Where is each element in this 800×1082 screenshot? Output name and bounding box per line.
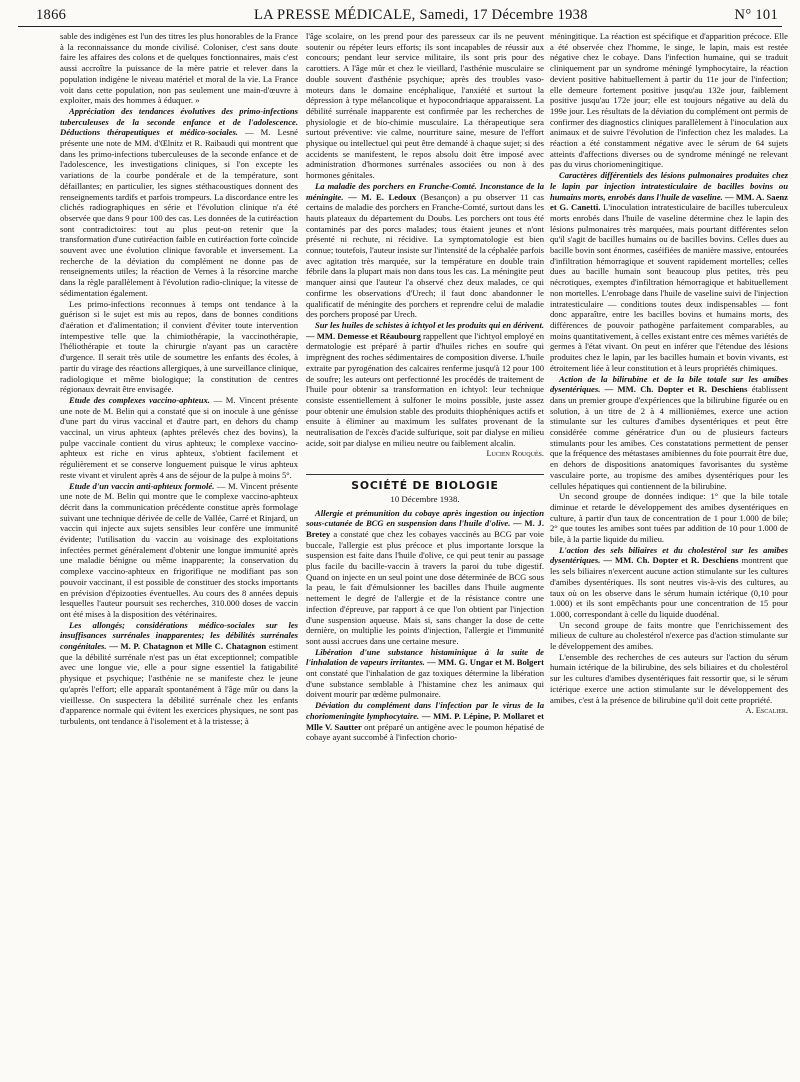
article-authors: — MM. P. Lépine, P. Mollaret et Mlle V. Sautter: [306, 710, 544, 732]
article-authors: — MM. Demesse et Réaubourg: [306, 330, 421, 341]
article-heading: [306, 647, 544, 701]
paragraph: l'âge scolaire, on les prend pour des paresseux car ils ne peuvent soutenir ou répéter leurs efforts; ils sont incapables de réussir aux concours; pendant leur service militaire, ils sont pris pour des carottiers. A l'âge mûr et chez le vieillard, l'asthénie musculaire se double souvent d'asthénie psychique; après des troubles vaso-moteurs dans le domaine encéphalique, l'anxiété et surtout la dépression à type mélancolique et hypocondriaque apparaissent. La débilité surrénale inapparente est confirmée par les recherches de physiologie et de bio-chimie musculaire. La thérapeutique sera surtout préventive: vie calme, nourriture saine, mesure de l'effort physique ou intellectuel qui peut être demandé à chaque sujet; si des accidents se manifestent, le repos absolu doit être imposé avec administration d'hormones surrénales associées ou non à des hormones génitales.: [306, 31, 544, 181]
publication-title: LA PRESSE MÉDICALE, Samedi, 17 Décembre 1938: [254, 7, 588, 23]
article-authors: — MM. A. Saenz et G. Canetti.: [550, 191, 788, 213]
article-title: Etude d'un vaccin anti-aphteux formolé.: [69, 480, 215, 491]
article-authors: — MM. G. Ungar et M. Bolgert: [427, 657, 544, 668]
paragraph: ont préparé un antigène avec le poumon hépatisé de cobaye ayant succombé à l'infection chorio-: [306, 721, 545, 743]
paragraph: — M. Vincent présente une note de M. Belin qui montre que le complexe vaccino-aphteux décrit dans la communication précédente constitue après formolage suivant une technique dérivée de celle de Vallée, Carré et Rinjard, un vaccin qui injecte aux sujets sensibles leur confère une immunité évidente; l'utilisation du vaccin au voisinage des exploitations infectées permet généralement d'obtenir une longue immunité après une maladie bénigne ou même inapparente; la conservation du complexe vaccino-aphteux en frigorifique ne modifiant pas son pouvoir vaccinant, il est possible de constituer des stocks importants en prévision d'épizooties éventuelles. Au cours des 8 années depuis lesquelles l'auteur poursuit ses recherches, 310.000 doses de vaccin ont été mises à la disposition des vétérinaires.: [60, 480, 298, 619]
paragraph: (Besançon) a pu observer 11 cas certains de maladie des porchers en Franche-Comté, surtout dans les hauts plateaux du département du Doubs. Les porchers ont tous été contaminés par des porcs malades; tous étaient jeunes et n'ont présenté ni rechute, ni récidive. La symptomatologie est bien connue; toutefois, l'auteur insiste sur l'intensité de la céphalée parfois avec agitation très marquée, sur la température en double train fébrile dans la plupart mais non dans tous les cas. La méningite peut manquer ainsi que l'auteur l'a observé chez deux malades, ce qui confirme les observations d'Urech; il faut donc abandonner le qualificatif de méningite des porchers et reprendre celui de maladie des porchers proposé par Urech.: [306, 191, 544, 320]
column-2: [306, 31, 544, 743]
article-authors: — MM. Ch. Dopter et R. Deschiens: [604, 384, 748, 395]
paragraph: L'ensemble des recherches de ces auteurs sur l'action du sérum humain ictérique de la bilirubine, des sels biliaires et du cholestérol sur les cultures d'amibes dysentériques fait ressortir que, si le sérum ictérique exerce une action stimulante sur le développement des amibes, c'est à la présence de bilirubine qu'il doit cette propriété.: [550, 651, 788, 705]
paragraph: méningitique. La réaction est spécifique et d'apparition précoce. Elle a été observée chez l'homme, le singe, le lapin, mais est restée négative chez le cobaye. Dans l'infection humaine, qui se traduit cliniquement par un syndrome méningé lymphocytaire, la réaction devient positive habituellement à partir du 11e jour de l'infection; elle demeure fortement positive jusqu'au 132e jour, faiblement positive jusqu'au 172e jour; elle est toujours négative au delà du 199e jour. Les résultats de la déviation du complément ont permis de confirmer des diagnostics cliniques parallèlement à l'inoculation aux animaux et de suivre l'évolution de l'infection chez les malades. La réaction a été constamment négative avec le sérum de 64 sujets atteints d'affections diverses ou de syndrome méningé ne relevant pas du virus choriomeningitique.: [550, 31, 788, 170]
article-heading: [306, 508, 544, 647]
paragraph: a constaté que chez les cobayes vaccinés au BCG par voie buccale, l'allergie est plus précoce et plus importante lorsque la suspension est faite dans l'huile d'olive, ce qui peut tenir au passage plus facile du bacille-vaccin à travers la paroi du tube digestif. Quand on injecte en un seul point une dose déterminée de BCG sous la peau, le fait d'émulsionner les bacilles dans l'huile augmente nettement le degré de l'allergie et de la résistance contre une infection d'épreuve, par rapport à ce que l'on obtient par l'injection d'une suspension aqueuse. Mais si, sans changer la dose de cette dernière, on multiplie les points d'injection, l'allergie et l'immunité sont aussi accrues dans une certaine mesure.: [306, 528, 544, 646]
paragraph: Un second groupe de données indique: 1° que la bile totale diminue et retarde le développement des amibes dysentériques en culture, à partir d'un taux de concentration de 1 pour 1.000 de bile; 2° que toutes les amibes sont tuées par addition de 10 pour 1.000 de bile, à la partie liquide du milieu.: [550, 491, 788, 545]
author-signature: A. Escalier.: [745, 706, 788, 716]
article-title: Action de la bilirubine et de la bile totale sur les amibes dysentériques.: [550, 373, 788, 395]
article-heading: [306, 700, 544, 743]
article-title: Allergie et prémunition du cobaye après ingestion ou injection sous-cutanée de BCG en suspension dans l'huile d'olive.: [306, 507, 544, 529]
article-title: Les allongés; considérations médico-sociales sur les insuffisances surrénales inapparentes; les débilités surrénales congénitales.: [60, 619, 298, 652]
article-heading: [550, 170, 788, 373]
paragraph: sable des indigènes est l'un des titres les plus honorables de la France à la reconnaissance du monde civilisé. Coloniser, c'est sans doute faire les affaires des colons et de quelques fonctionnaires, mais c'est aussi accroître la puissance de la mère patrie et relever dans la population indigène le niveau matériel et moral de la vie. La France voit dans cette population, non pas seulement une main-d'œuvre à exploiter, mais des hommes à éduquer. »: [60, 31, 298, 106]
section-title: SOCIÉTÉ DE BIOLOGIE: [306, 474, 544, 492]
paragraph: estiment que la débilité surrénale n'est pas un état exceptionnel; compatible avec une longue vie, elle a pour signe essentiel la fatigabilité physique et psychique; l'asthénie ne se manifeste chez le jeune qu'après l'effort; elle apparaît spontanément à l'âge mûr ou dans la vieillesse. On suspectera la débilité surrénale chez les enfants d'apparence normale qui évitent les exercices physiques, ne sont pas turbulents, ont tendance à l'isolement et à la tristesse; à: [60, 641, 299, 726]
article-heading: [550, 545, 788, 620]
article-title: Etude des complexes vaccino-aphteux.: [69, 394, 210, 405]
paragraph: montrent que les sels biliaires n'exercent aucune action stimulante sur les cultures d'amibes dysentériques. Ils sont neutres vis-à-vis des cultures, au taux où on les observe dans le sérum humain ictérique (0,10 pour 1.000) et ils sont empêchants pour une concentration de 15 pour 1.000, correspondant à celle du liquide duodénal.: [550, 555, 788, 619]
article-authors: — MM. Ch. Dopter et R. Deschiens: [603, 555, 739, 566]
article-title: Caractères différentiels des lésions pulmonaires produites chez le lapin par injection intratesticulaire de bacilles bovins ou humains morts, enrobés dans l'huile de vaseline.: [550, 170, 788, 202]
paragraph: ont constaté que l'inhalation de gaz toxiques détermine la libération d'une substance semblable à l'histamine chez les animaux qui doivent mourir par œdème pulmonaire.: [306, 668, 544, 700]
article-heading: [306, 181, 544, 320]
issue-number: N° 101: [734, 7, 778, 23]
section-date: 10 Décembre 1938.: [390, 493, 460, 504]
page-number: 1866: [36, 7, 67, 23]
article-title: Sur les huiles de schistes à ichtyol et les produits qui en dérivent.: [315, 319, 544, 330]
paragraph: — M. Vincent présente une note de M. Belin qui a constaté que si on inocule à une génisse d'une part du virus vaccinal et d'autre part, en dehors du champ vaccinal, un virus aphteux (aphtes prélevés chez des bovins), la pulpe vaccinale contient du virus aphteux; le complexe vaccino-aphteux est riche en virus aphteux, s'obtient facilement et régulièrement et se conserve longuement puisque le virus aphteux reste vivant et virulent après 4 ans de séjour de la pulpe à moins 5°.: [60, 394, 298, 480]
article-title: Libération d'une substance histaminique à la suite de l'inhalation de vapeurs irritantes.: [306, 646, 544, 668]
article-authors: — M. E. Ledoux: [348, 191, 417, 202]
article-heading: [550, 374, 788, 492]
column-1: [60, 31, 298, 727]
article-heading: [306, 320, 544, 448]
column-3: [550, 31, 788, 717]
author-signature: Lucien Rouquès.: [486, 449, 544, 459]
article-title: L'action des sels biliaires et du cholestérol sur les amibes dysentériques.: [550, 544, 788, 566]
article-heading: [60, 620, 298, 727]
paragraph: établissent dans un premier groupe d'expériences que la bilirubine figurée ou en solution, à un titre de 2 à 4 millionièmes, exerce une action stimulante sur les cultures d'amibes dysentériques et peut être considérée comme génératrice d'un ou de plusieurs facteurs stimulants pour les amibes. Ces constatations permettent de penser que la fréquence des métastases amibiennes du foie pourrait être due, en dehors de dispositions anatomiques favorisantes du système vasculaire porte, au tropisme des amibes dysentériques pour les cellules hépatiques qui contiennent de la bilirubine.: [550, 384, 789, 491]
article-title: La maladie des porchers en Franche-Comté. Inconstance de la méningite.: [306, 180, 544, 202]
article-title: Appréciation des tendances évolutives des primo-infections tuberculeuses de la seconde enfance et de l'adolescence. Déductions thérapeutiques et médico-sociales.: [60, 105, 298, 138]
paragraph: L'inoculation intratesticulaire de bacilles tuberculeux morts enrobés dans l'huile de vaseline détermine chez le lapin des lésions pulmonaires très marquées, mais pourtant différentes selon qu'il s'agit de bacilles humains ou de bacilles bovins. Celles dues au bacille bovin sont énormes, caséifiées de manière massive, entourées d'infiltration hémorragique et souvent rapidement mortelles; celles dues au bacille humain sont beaucoup plus petites, très peu nécrotiques, exemptes d'infiltration hémorragique et habituellement non mortelles. L'enrobage dans l'huile de vaseline suivi de l'injection intratesticulaire — conditions toutes deux indispensables — font donc apparaître, entre les bacilles bovins et humains morts, des différences de pouvoir pathogène parfaitement comparables, au moins quantitativement, à celles existant entre ces mêmes variétés de germes à l'état vivant. On peut en inférer que l'étendue des lésions produites chez le lapin, par les bacilles humain et bovin vivants, est étroitement liée à leur constitution et à leurs propriétés chimiques.: [550, 202, 788, 373]
article-authors: — M. J. Bretey: [306, 518, 544, 539]
paragraph: qui montrent que dans les primo-infections tuberculeuses de la seconde enfance et de l'adolescence, les investigations cliniques, si l'on excepte les variations de la courbe pondérale et de la température, sont défaillantes; en particulier, les signes stéthacoustiques donnent des renseignements tardifs et parfois trompeurs. La discordance entre les clichés radiographiques en série et l'évolution clinique n'a été observée que dans 9 pour 100 des cas. Les données de la cutiréaction sont contradictoires: tout au plus peut-on retenir que la transformation d'une cutiréaction faible en cutiréaction forte coïncide souvent avec une évolution clinique favorable et inversement. La recherche de la déviation du complément ne donne pas de renseignements utiles; la réaction de Vernes à la résorcine marche dans la règle parallèlement à l'évolution radio-clinique; la vitesse de sédimentation également.: [60, 138, 299, 298]
paragraph: rappellent que l'ichtyol employé en dermatologie est préparé à partir d'huiles riches en soufre qui imprègnent des roches sédimentaires de composition diverse. L'huile extraite par pyrogénation des calcaires renferme jusqu'à 12 pour 100 de soufre; les auteurs ont perfectionné les procédés de traitement de l'huile pour obtenir sa transformation en ichtyol: leur technique consiste essentiellement à sulfoner le moins possible, juste assez pour obtenir une émulsion stable des produits thiophéniques actifs et ensuite à éliminer au maximum les sulfates provenant de la neutralisation de l'excès d'acide sulfurique, soit par dialyse en milieu acide, soit par dialyse en milieu neutre ou faiblement alcalin.: [306, 330, 544, 448]
paragraph: Un second groupe de faits montre que l'enrichissement des milieux de culture au cholestérol n'exerce pas d'action stimulante sur le développement des amibes.: [550, 619, 788, 652]
article-heading: [60, 106, 298, 299]
article-heading: [60, 481, 298, 620]
article-authors: — M. Lesné présente une note de MM. d'Œlnitz et R. Raibaudi: [60, 127, 298, 149]
article-authors: — M. P. Chatagnon et Mlle C. Chatagnon: [109, 641, 267, 652]
page-header: [18, 4, 782, 27]
article-heading: [60, 395, 298, 481]
article-title: Déviation du complément dans l'infection par le virus de la choriomeningite lymphocytaire.: [306, 700, 544, 721]
paragraph: Les primo-infections reconnues à temps ont tendance à la guérison si le sujet est mis au repos, dans de bonnes conditions d'aération et d'alimentation; il convient d'éviter toute intervention intempestive telle que la chimiothérapie, la vaccinothérapie, l'héliothérapie et toute la chirurgie n'ayant pas un caractère d'urgence. Il serait très utile de soumettre les enfants des écoles, à partir du virage des réactions allergiques, à une surveillance clinique, radiologique et même biologique; la constitution de centres régionaux devrait être envisagée.: [60, 298, 298, 395]
